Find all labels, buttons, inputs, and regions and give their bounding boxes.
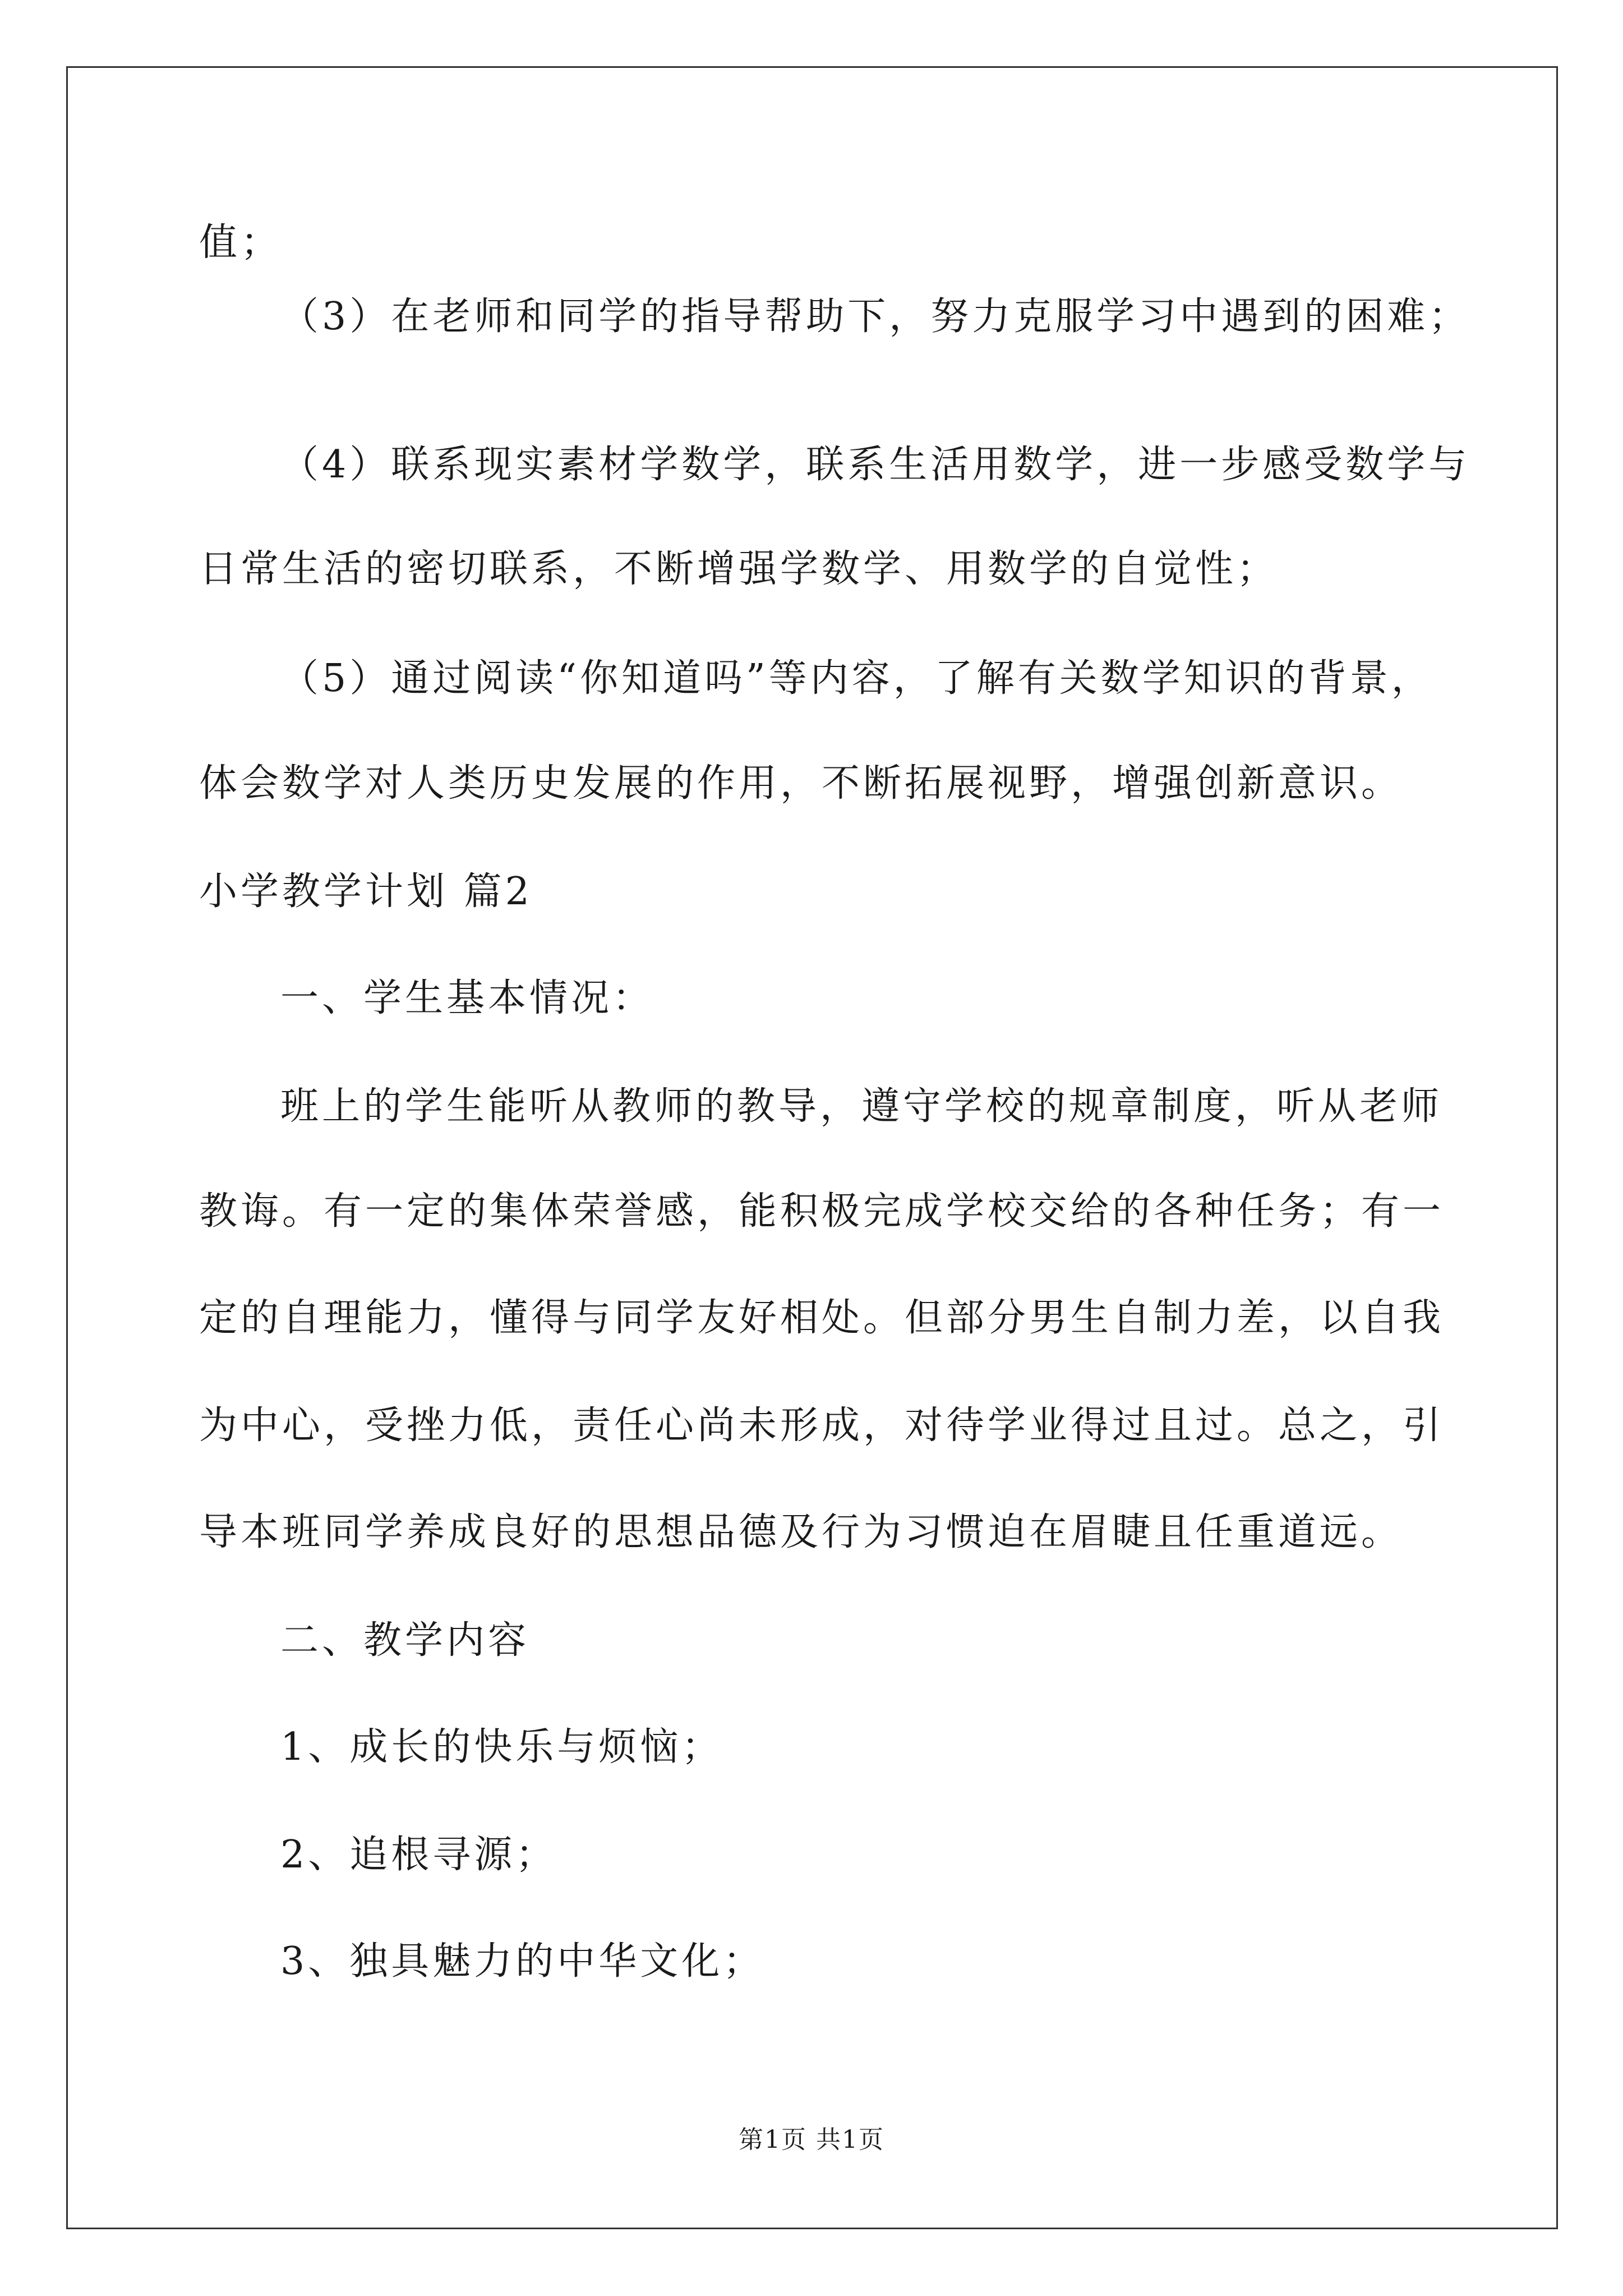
text-line: 日常生活的密切联系，不断增强学数学、用数学的自觉性；: [199, 547, 1279, 591]
subheading: 二、教学内容: [280, 1618, 530, 1663]
text-line: 班上的学生能听从教师的教导，遵守学校的规章制度，听从老师: [280, 1084, 1443, 1129]
list-item: 2、追根寻源；: [280, 1833, 557, 1877]
list-item: 3、独具魅力的中华文化；: [280, 1939, 765, 1984]
text-line: （3）在老师和同学的指导帮助下，努力克服学习中遇到的困难；: [280, 295, 1470, 339]
text-line: 导本班同学养成良好的思想品德及行为习惯迫在眉睫且任重道远。: [199, 1510, 1403, 1554]
text-line: 为中心，受挫力低，责任心尚未形成，对待学业得过且过。总之，引: [199, 1404, 1445, 1448]
subheading: 一、学生基本情况：: [280, 976, 654, 1020]
text-line: （4）联系现实素材学数学，联系生活用数学，进一步感受数学与: [280, 443, 1470, 487]
text-line: （5）通过阅读“你知道吗”等内容，了解有关数学知识的背景，: [280, 656, 1433, 701]
text-line: 值；: [199, 220, 283, 265]
page-footer: 第1页 共1页: [739, 2125, 884, 2154]
section-heading: 小学教学计划 篇2: [199, 869, 533, 914]
text-line: 教诲。有一定的集体荣誉感，能积极完成学校交给的各种任务；有一: [199, 1189, 1445, 1234]
page-border: [66, 66, 1558, 2229]
text-line: 定的自理能力，懂得与同学友好相处。但部分男生自制力差，以自我: [199, 1296, 1445, 1340]
list-item: 1、成长的快乐与烦恼；: [280, 1725, 723, 1769]
text-line: 体会数学对人类历史发展的作用，不断拓展视野，增强创新意识。: [199, 761, 1403, 806]
